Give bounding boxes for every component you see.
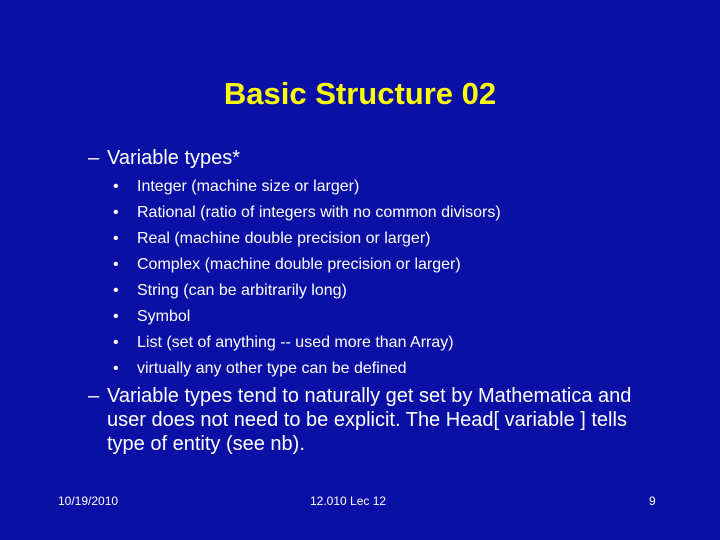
footer-course: 12.010 Lec 12	[310, 494, 387, 508]
list-item: • Integer (machine size or larger)	[113, 174, 501, 200]
bullet-marker: •	[113, 178, 119, 195]
bullet-marker: •	[113, 230, 119, 247]
page-number: 9	[649, 494, 656, 508]
bullet-marker: •	[113, 256, 119, 273]
variable-type-list	[113, 174, 501, 382]
list-item: • Symbol	[113, 304, 501, 330]
list-item: • Real (machine double precision or larger)	[113, 226, 501, 252]
bullet-marker: •	[113, 334, 119, 351]
list-item: • virtually any other type can be defined	[113, 356, 501, 382]
bullet-marker: •	[113, 360, 119, 377]
list-item: • Complex (machine double precision or larger)	[113, 252, 501, 278]
bullet-text: Variable types tend to naturally get set by Mathematica and user does not need to be explicit. The Head[ variable ] tells type of entity (see nb).	[107, 385, 632, 455]
bullet-marker: •	[113, 282, 119, 299]
bullet-marker: •	[113, 308, 119, 325]
bullet-text: Variable types*	[107, 147, 241, 169]
bullet-marker: •	[113, 204, 119, 221]
bullet-variable-types-set	[88, 384, 648, 456]
bullet-variable-types	[88, 146, 240, 170]
slide-title: Basic Structure 02	[223, 76, 497, 111]
list-item: • String (can be arbitrarily long)	[113, 278, 501, 304]
dash-marker: –	[88, 385, 100, 407]
list-item: • Rational (ratio of integers with no common divisors)	[113, 200, 501, 226]
dash-marker: –	[88, 147, 100, 169]
list-item: • List (set of anything -- used more than Array)	[113, 330, 501, 356]
footer-date: 10/19/2010	[58, 494, 119, 508]
